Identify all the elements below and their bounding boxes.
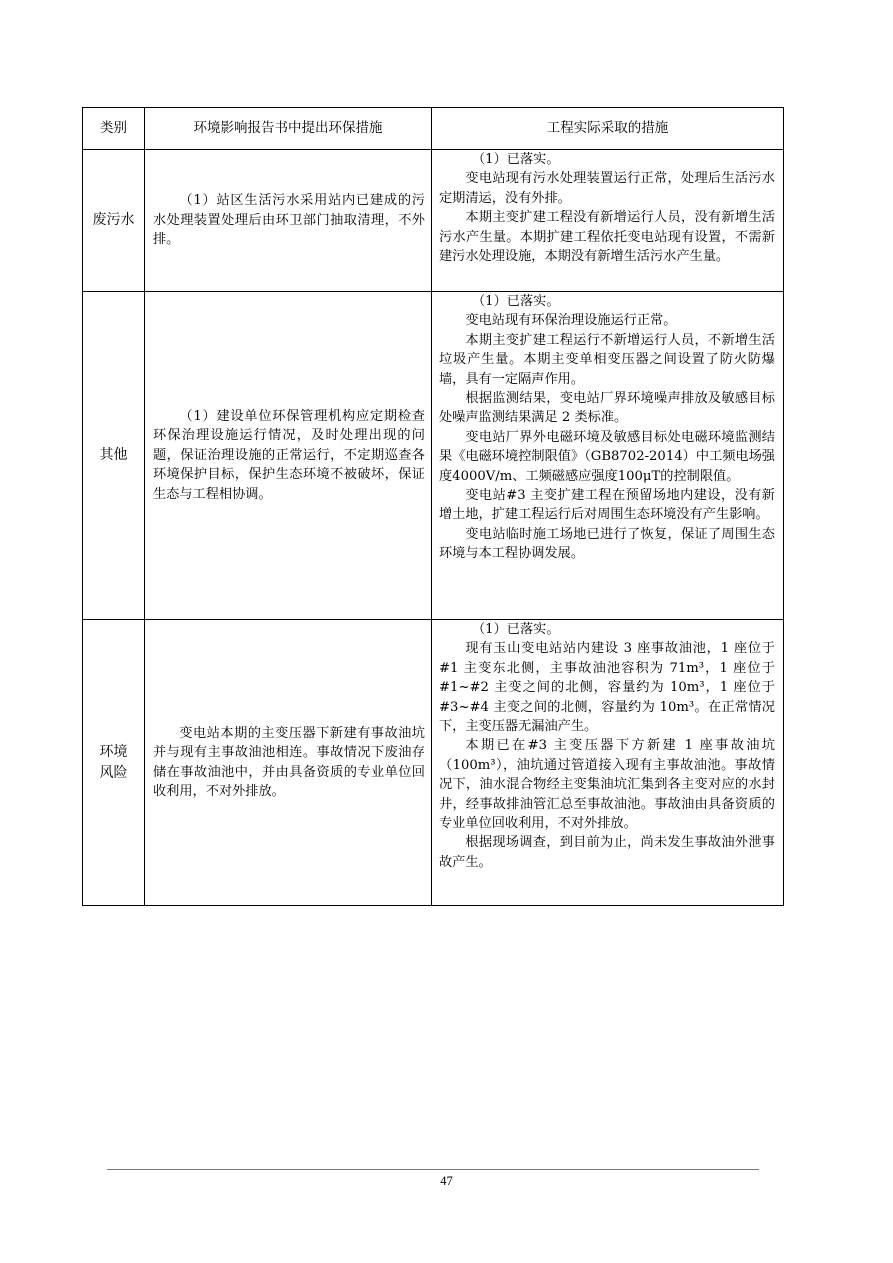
actual-paragraph: （1）已落实。	[472, 622, 560, 637]
category-label-line-1: 环境	[99, 743, 128, 760]
category-label-line-2: 风险	[99, 764, 128, 781]
requirement-text: （1）建设单位环保管理机构应定期检查环保治理设施运行情况，及时处理出现的问题，保证治理设施的正常运行，不定期巡查各环境保护目标，保护生态环境不被破坏，保证生态与工程相协调。	[153, 408, 425, 502]
actual-paragraph: 变电站现有环保治理设施运行正常。	[465, 313, 677, 329]
actual-paragraph: 变电站现有污水处理装置运行正常，处理后生活污水定期清运，没有外排。	[439, 171, 775, 206]
table-row-other	[83, 292, 784, 620]
footer-divider	[107, 1169, 759, 1170]
actual-paragraph: 根据现场调查，到目前为止，尚未发生事故油外泄事故产生。	[439, 835, 775, 870]
category-label: 其他	[99, 447, 128, 463]
actual-paragraph: 变电站#3 主变扩建工程在预留场地内建设，没有新增土地，扩建工程运行后对周围生态环境没有产生影响。	[439, 488, 775, 523]
actual-paragraph: （1）已落实。	[472, 152, 560, 167]
category-cell	[83, 150, 145, 292]
actual-paragraph: 现有玉山变电站站内建设 3 座事故油池，1 座位于#1 主变东北侧，主事故油池容积为 71m³，1 座位于#1~#2 主变之间的北侧，容量约为 10m³，1 座位于#3~#4 主变之间的北侧，容量约为 10m³。在正常情况下，主变压器无漏油产生。	[439, 641, 775, 735]
actual-cell	[432, 620, 784, 906]
environmental-measures-table	[82, 107, 784, 906]
requirement-text: 变电站本期的主变压器下新建有事故油坑并与现有主事故油池相连。事故情况下废油存储在事故油池中，并由具备资质的专业单位回收利用，不对外排放。	[153, 725, 425, 799]
category-cell	[83, 620, 145, 906]
page-number: 47	[440, 1174, 453, 1188]
actual-paragraph: 本期已在#3 主变压器下方新建 1 座事故油坑（100m³），油坑通过管道接入现有主事故油池。事故情况下，油水混合物经主变集油坑汇集到各主变对应的水封井，经事故排油管汇总至事故油池。事故油由具备资质的专业单位回收利用，不对外排放。	[439, 738, 775, 832]
header-report-measures: 环境影响报告书中提出环保措施	[145, 108, 432, 150]
actual-paragraph: （1）已落实。	[472, 294, 560, 309]
table-row-wastewater	[83, 150, 784, 292]
actual-cell	[432, 150, 784, 292]
actual-paragraph: 变电站临时施工场地已进行了恢复，保证了周围生态环境与本工程协调发展。	[439, 526, 775, 562]
actual-cell	[432, 292, 784, 620]
category-label: 废污水	[92, 212, 135, 228]
header-actual-measures: 工程实际采取的措施	[432, 108, 784, 150]
actual-paragraph: 本期主变扩建工程运行不新增运行人员，不新增生活垃圾产生量。本期主变单相变压器之间设置了防火防爆墙，具有一定隔声作用。	[439, 332, 775, 387]
header-category: 类别	[83, 108, 145, 150]
requirement-cell	[145, 292, 432, 620]
table-row-environmental-risk	[83, 620, 784, 906]
requirement-cell	[145, 620, 432, 906]
category-cell	[83, 292, 145, 620]
actual-paragraph: 本期主变扩建工程没有新增运行人员，没有新增生活污水产生量。本期扩建工程依托变电站现有设置，不需新建污水处理设施，本期没有新增生活污水产生量。	[439, 210, 775, 265]
table-header-row	[83, 108, 784, 150]
requirement-cell	[145, 150, 432, 292]
requirement-text: （1）站区生活污水采用站内已建成的污水处理装置处理后由环卫部门抽取清理，不外排。	[153, 193, 425, 248]
actual-paragraph: 根据监测结果，变电站厂界环境噪声排放及敏感目标处噪声监测结果满足 2 类标准。	[439, 391, 775, 426]
actual-paragraph: 变电站厂界外电磁环境及敏感目标处电磁环境监测结果《电磁环境控制限值》（GB8702-2014）中工频电场强度4000V/m、工频磁感应强度100μT的控制限值。	[439, 429, 775, 484]
